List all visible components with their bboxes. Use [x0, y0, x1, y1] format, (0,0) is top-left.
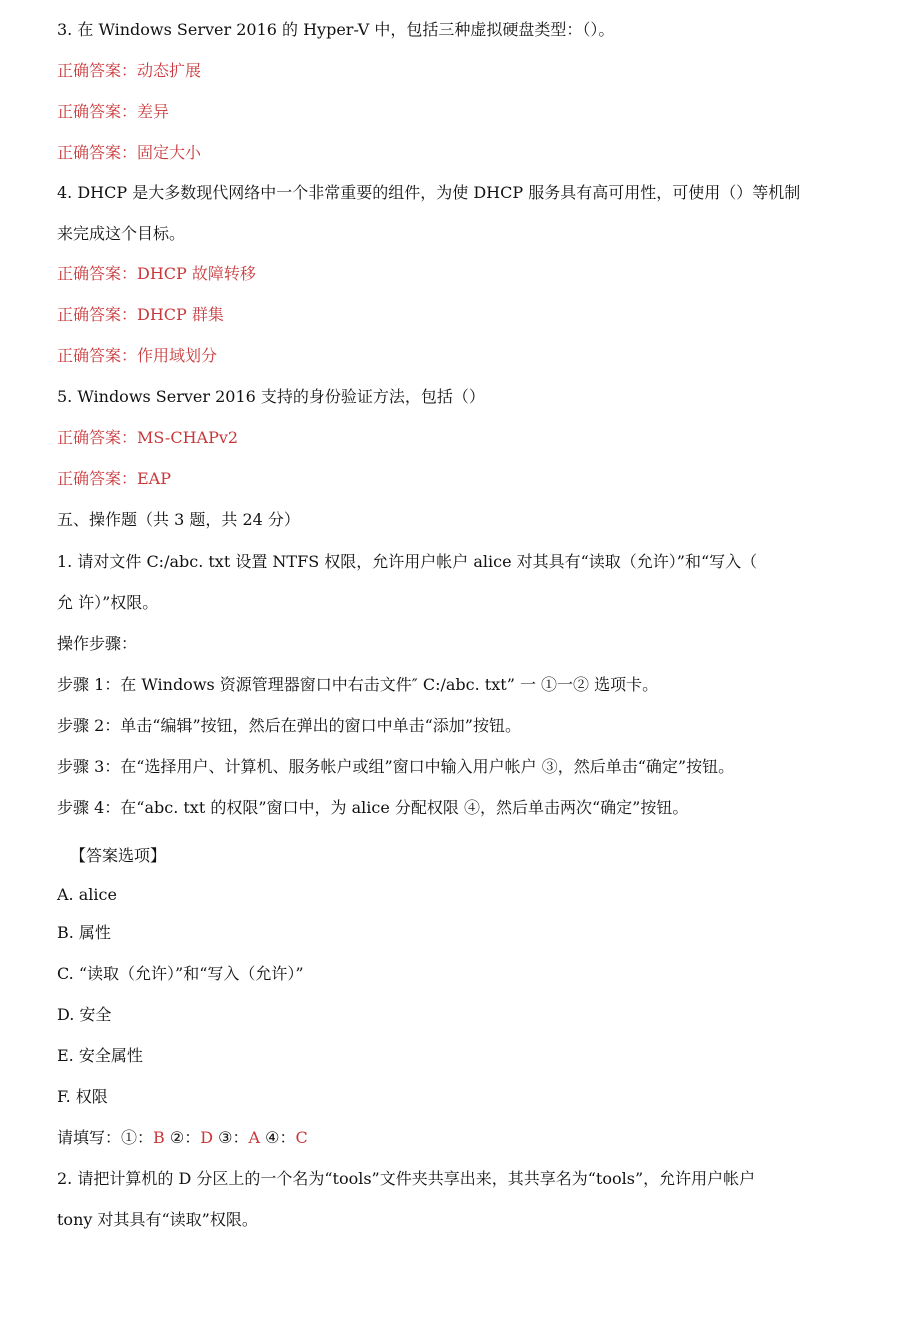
fill-label: 请填写： [57, 1128, 122, 1147]
option-e: E. 安全属性 [57, 1046, 143, 1065]
question-5-answer-1: 正确答案：MS-CHAPv2 [57, 428, 239, 447]
fill-in-answers [57, 1127, 308, 1149]
fill-marker-3: ③： [213, 1128, 249, 1147]
fill-marker-4: ④： [260, 1128, 296, 1147]
operation-1-text-line-2: 允 许）”权限。 [57, 593, 159, 612]
step-1: 步骤 1：在 Windows 资源管理器窗口中右击文件″ C:/abc. txt” 一 ①一② 选项卡。 [57, 675, 659, 694]
step-3: 步骤 3：在“选择用户、计算机、服务帐户或组”窗口中输入用户帐户 ③，然后单击“确定”按钮。 [57, 757, 735, 776]
option-b: B. 属性 [57, 923, 111, 942]
step-2: 步骤 2：单击“编辑”按钮，然后在弹出的窗口中单击“添加”按钮。 [57, 716, 521, 735]
answer-options-heading: 【答案选项】 [70, 846, 167, 865]
operation-2-text-line-1: 2. 请把计算机的 D 分区上的一个名为“tools”文件夹共享出来，其共享名为“tools”，允许用户帐户 [57, 1169, 756, 1188]
question-4-answer-3: 正确答案：作用域划分 [57, 346, 218, 365]
fill-answer-3: A [248, 1128, 261, 1147]
question-5-text: 5. Windows Server 2016 支持的身份验证方法，包括（） [57, 387, 485, 406]
question-3-answer-3: 正确答案：固定大小 [57, 143, 202, 162]
fill-answer-2: D [200, 1128, 214, 1147]
question-4-text-line-1: 4. DHCP 是大多数现代网络中一个非常重要的组件，为使 DHCP 服务具有高可用性，可使用（）等机制 [57, 183, 801, 202]
option-f: F. 权限 [57, 1087, 108, 1106]
operation-2-text-line-2: tony 对其具有“读取”权限。 [57, 1210, 258, 1229]
fill-answer-1: B [153, 1128, 165, 1147]
steps-label: 操作步骤： [57, 634, 138, 653]
fill-answer-4: C [295, 1128, 308, 1147]
operation-1-text-line-1: 1. 请对文件 C:/abc. txt 设置 NTFS 权限，允许用户帐户 alice 对其具有“读取（允许）”和“写入（ [57, 552, 758, 571]
option-d: D. 安全 [57, 1005, 112, 1024]
fill-marker-1: ①： [121, 1128, 154, 1147]
question-5-answer-2: 正确答案：EAP [57, 469, 172, 488]
question-3-text: 3. 在 Windows Server 2016 的 Hyper-V 中，包括三种虚拟硬盘类型：（）。 [57, 20, 615, 39]
question-4-answer-1: 正确答案：DHCP 故障转移 [57, 264, 256, 283]
question-4-text-line-2: 来完成这个目标。 [57, 224, 186, 243]
fill-marker-2: ②： [164, 1128, 201, 1147]
question-3-answer-1: 正确答案：动态扩展 [57, 61, 202, 80]
option-c: C. “读取（允许）”和“写入（允许）” [57, 964, 304, 983]
option-a: A. alice [57, 885, 117, 904]
question-3-answer-2: 正确答案：差异 [57, 102, 170, 121]
question-4-answer-2: 正确答案：DHCP 群集 [57, 305, 224, 324]
step-4: 步骤 4：在“abc. txt 的权限”窗口中，为 alice 分配权限 ④，然后单击两次“确定”按钮。 [57, 798, 689, 817]
section-heading: 五、操作题（共 3 题，共 24 分） [57, 510, 300, 529]
